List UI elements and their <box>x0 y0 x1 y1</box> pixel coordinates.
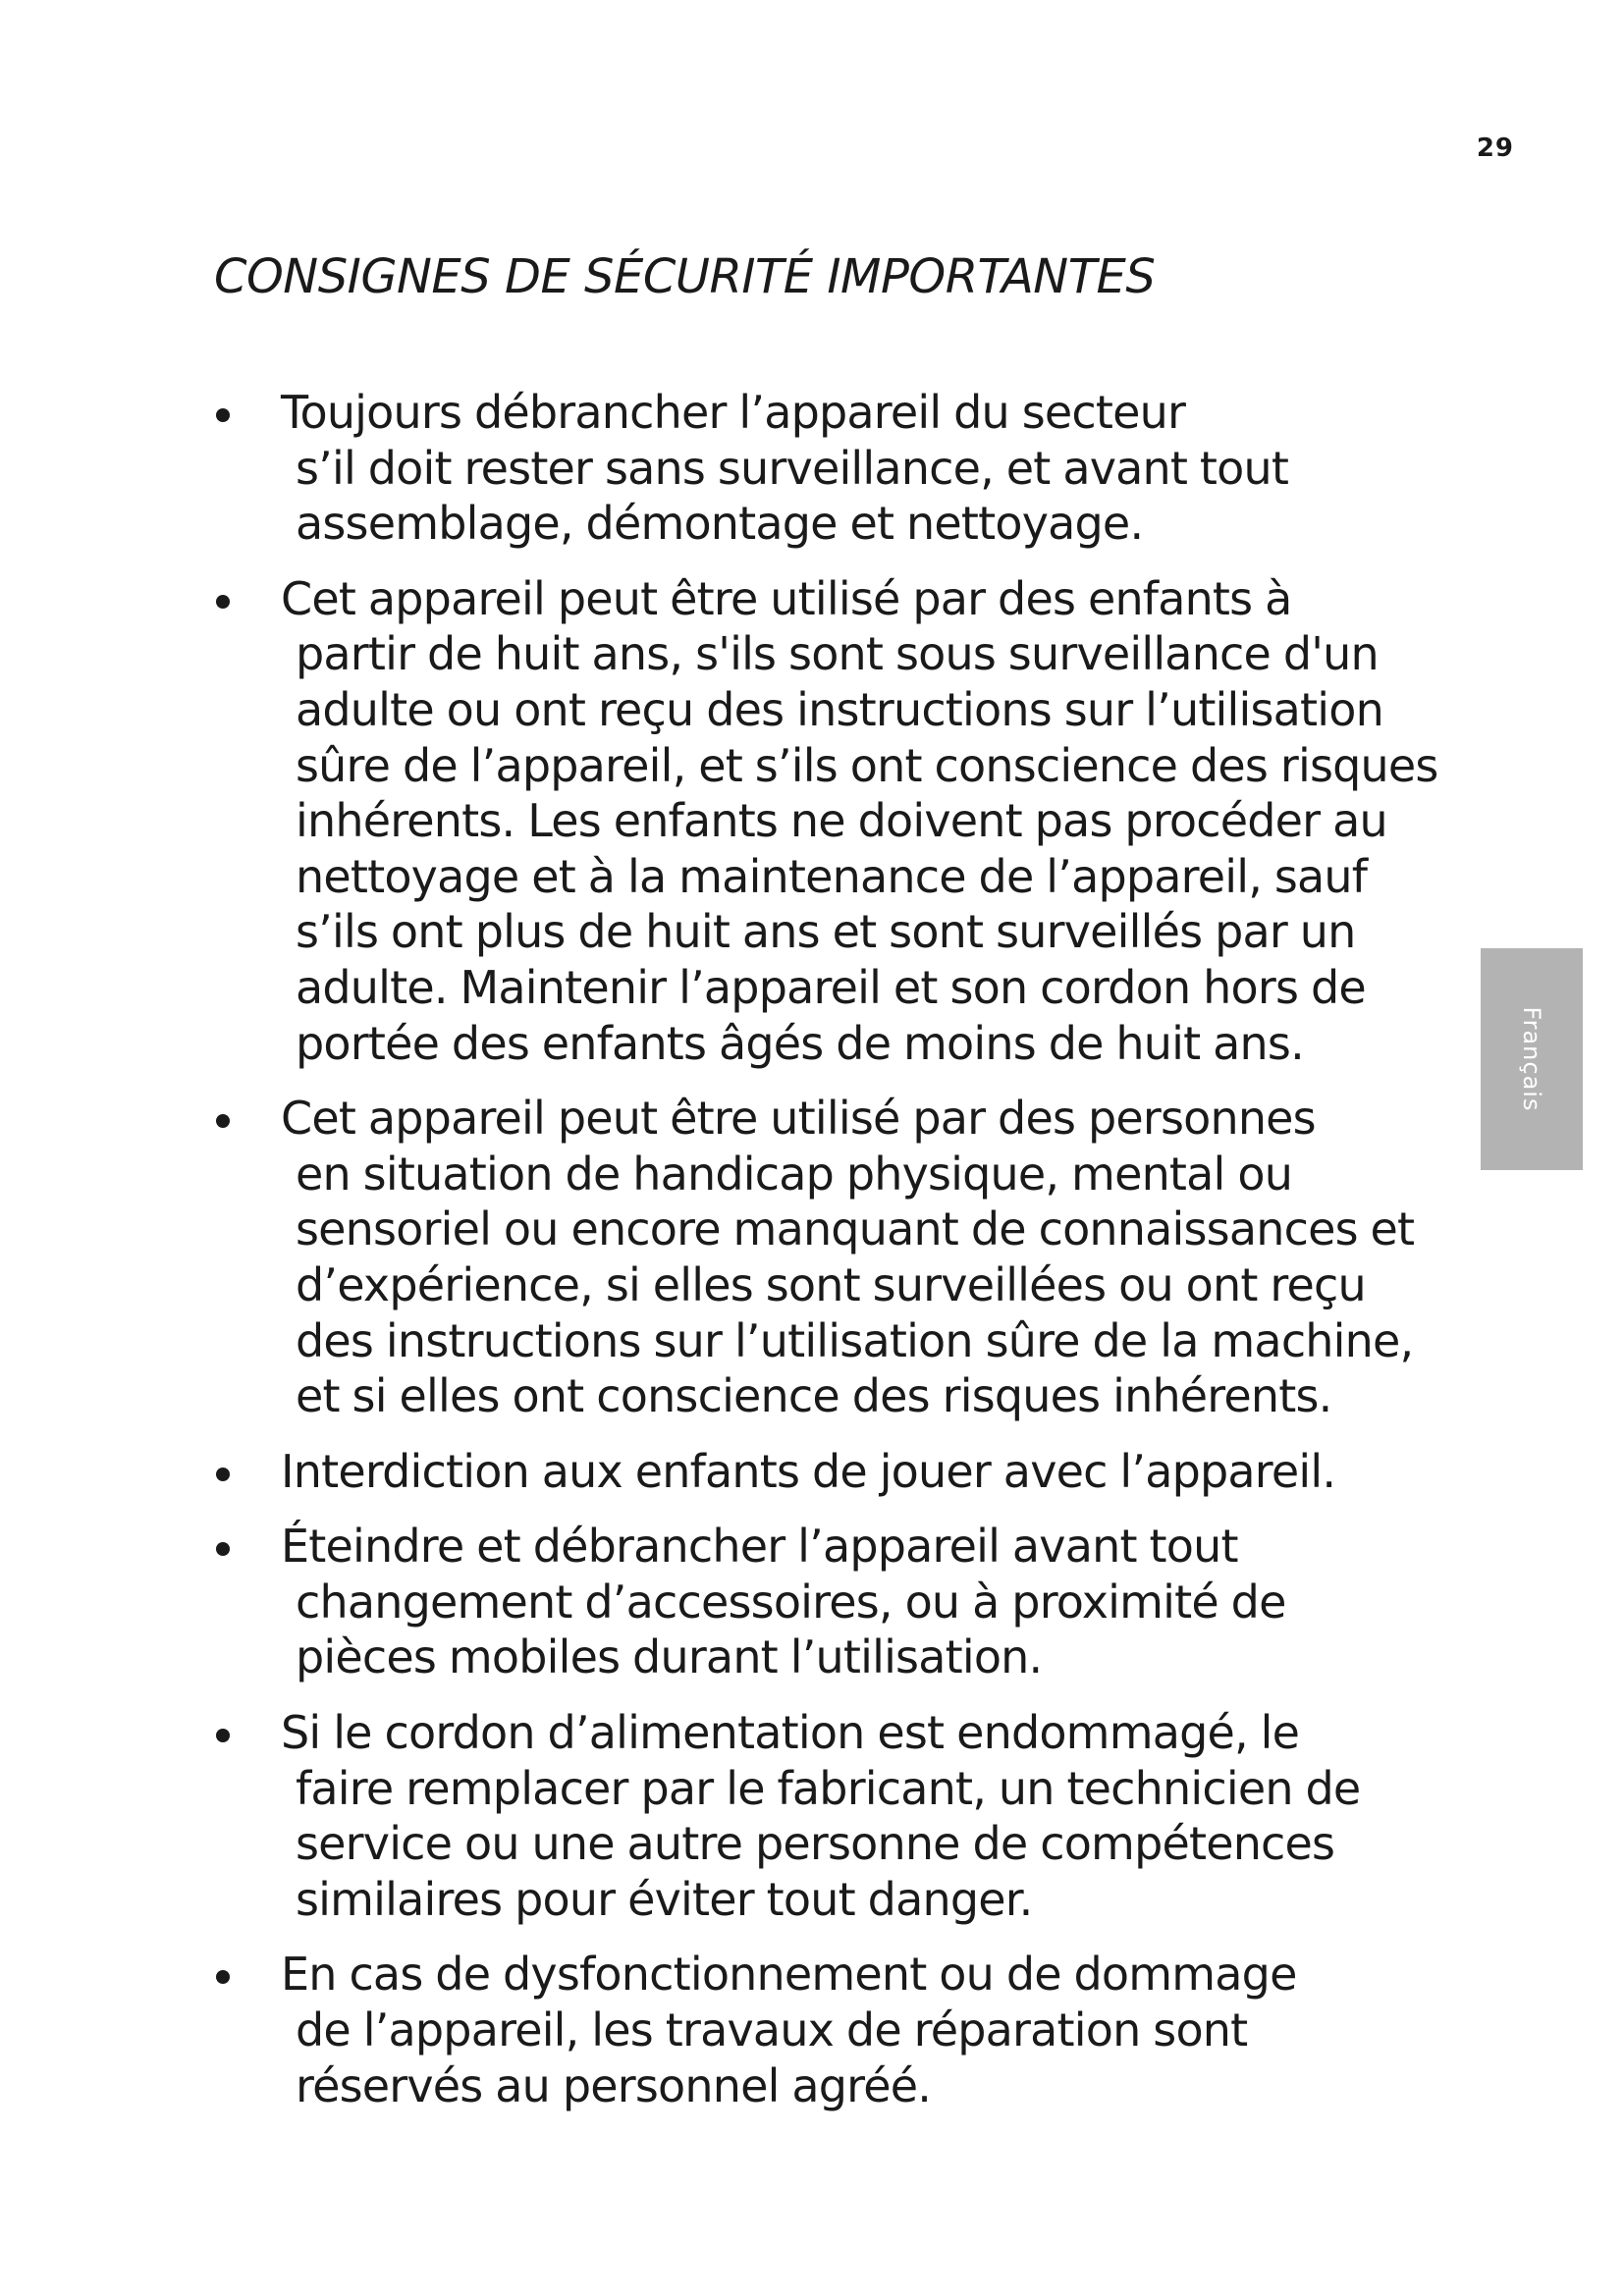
safety-item <box>214 385 1432 552</box>
safety-item <box>214 1519 1432 1685</box>
language-tab <box>1481 948 1583 1170</box>
bullet-icon <box>216 595 230 609</box>
safety-item-line: des instructions sur l’utilisation sûre de la machine, <box>296 1313 1414 1367</box>
safety-item-line: sensoriel ou encore manquant de connaissances et <box>296 1202 1415 1256</box>
safety-item-line: inhérents. Les enfants ne doivent pas procéder au <box>296 794 1387 848</box>
safety-item-line: s’ils ont plus de huit ans et sont surveillés par un <box>296 905 1356 959</box>
safety-item-line: partir de huit ans, s'ils sont sous surveillance d'un <box>296 627 1379 681</box>
safety-item-line: en situation de handicap physique, mental ou <box>296 1147 1293 1201</box>
bullet-icon <box>216 1970 230 1984</box>
safety-item <box>214 571 1438 1071</box>
safety-item-line: En cas de dysfonctionnement ou de dommage <box>281 1948 1297 2002</box>
safety-item <box>214 1705 1432 1927</box>
safety-item <box>214 1947 1432 2113</box>
safety-item-line: faire remplacer par le fabricant, un technicien de <box>296 1761 1361 1815</box>
safety-item-line: changement d’accessoires, ou à proximité de <box>296 1575 1286 1629</box>
safety-item-line: assemblage, démontage et nettoyage. <box>296 497 1144 551</box>
safety-item-line: adulte ou ont reçu des instructions sur l’utilisation <box>296 682 1383 736</box>
safety-item-line: Cet appareil peut être utilisé par des personnes <box>281 1092 1316 1146</box>
safety-item-line: portée des enfants âgés de moins de huit ans. <box>296 1016 1304 1070</box>
safety-item-line: service ou une autre personne de compétences <box>296 1817 1335 1871</box>
safety-item-line: et si elles ont conscience des risques inhérents. <box>296 1369 1332 1423</box>
safety-item-line: d’expérience, si elles sont surveillées ou ont reçu <box>296 1257 1366 1311</box>
safety-item-line: s’il doit rester sans surveillance, et avant tout <box>296 441 1289 495</box>
safety-item-line: pièces mobiles durant l’utilisation. <box>296 1630 1043 1684</box>
bullet-icon <box>216 1468 230 1481</box>
safety-item <box>214 1444 1432 1500</box>
bullet-icon <box>216 1542 230 1556</box>
safety-item-line: adulte. Maintenir l’appareil et son cordon hors de <box>296 960 1366 1014</box>
safety-item-line: Éteindre et débrancher l’appareil avant tout <box>281 1520 1238 1574</box>
safety-item-line: Toujours débrancher l’appareil du secteur <box>281 386 1186 439</box>
safety-item-line: réservés au personnel agréé. <box>296 2058 932 2112</box>
safety-item-line: Cet appareil peut être utilisé par des enfants à <box>281 571 1292 625</box>
safety-item-line: Si le cordon d’alimentation est endommagé, le <box>281 1706 1300 1760</box>
safety-item-line: nettoyage et à la maintenance de l’appareil, sauf <box>296 849 1368 903</box>
safety-item-line: sûre de l’appareil, et s’ils ont conscience des risques <box>296 738 1438 792</box>
page-number: 29 <box>1476 133 1514 163</box>
safety-item-line: de l’appareil, les travaux de réparation sont <box>296 2003 1248 2057</box>
bullet-icon <box>216 408 230 422</box>
bullet-icon <box>216 1729 230 1742</box>
safety-instructions-list <box>214 385 1438 2133</box>
safety-item <box>214 1091 1432 1424</box>
page-title: CONSIGNES DE SÉCURITÉ IMPORTANTES <box>214 249 1156 304</box>
language-tab-label: Français <box>1518 1006 1545 1112</box>
safety-item-line: Interdiction aux enfants de jouer avec l’appareil. <box>281 1444 1336 1498</box>
safety-item-line: similaires pour éviter tout danger. <box>296 1872 1033 1926</box>
bullet-icon <box>216 1114 230 1128</box>
